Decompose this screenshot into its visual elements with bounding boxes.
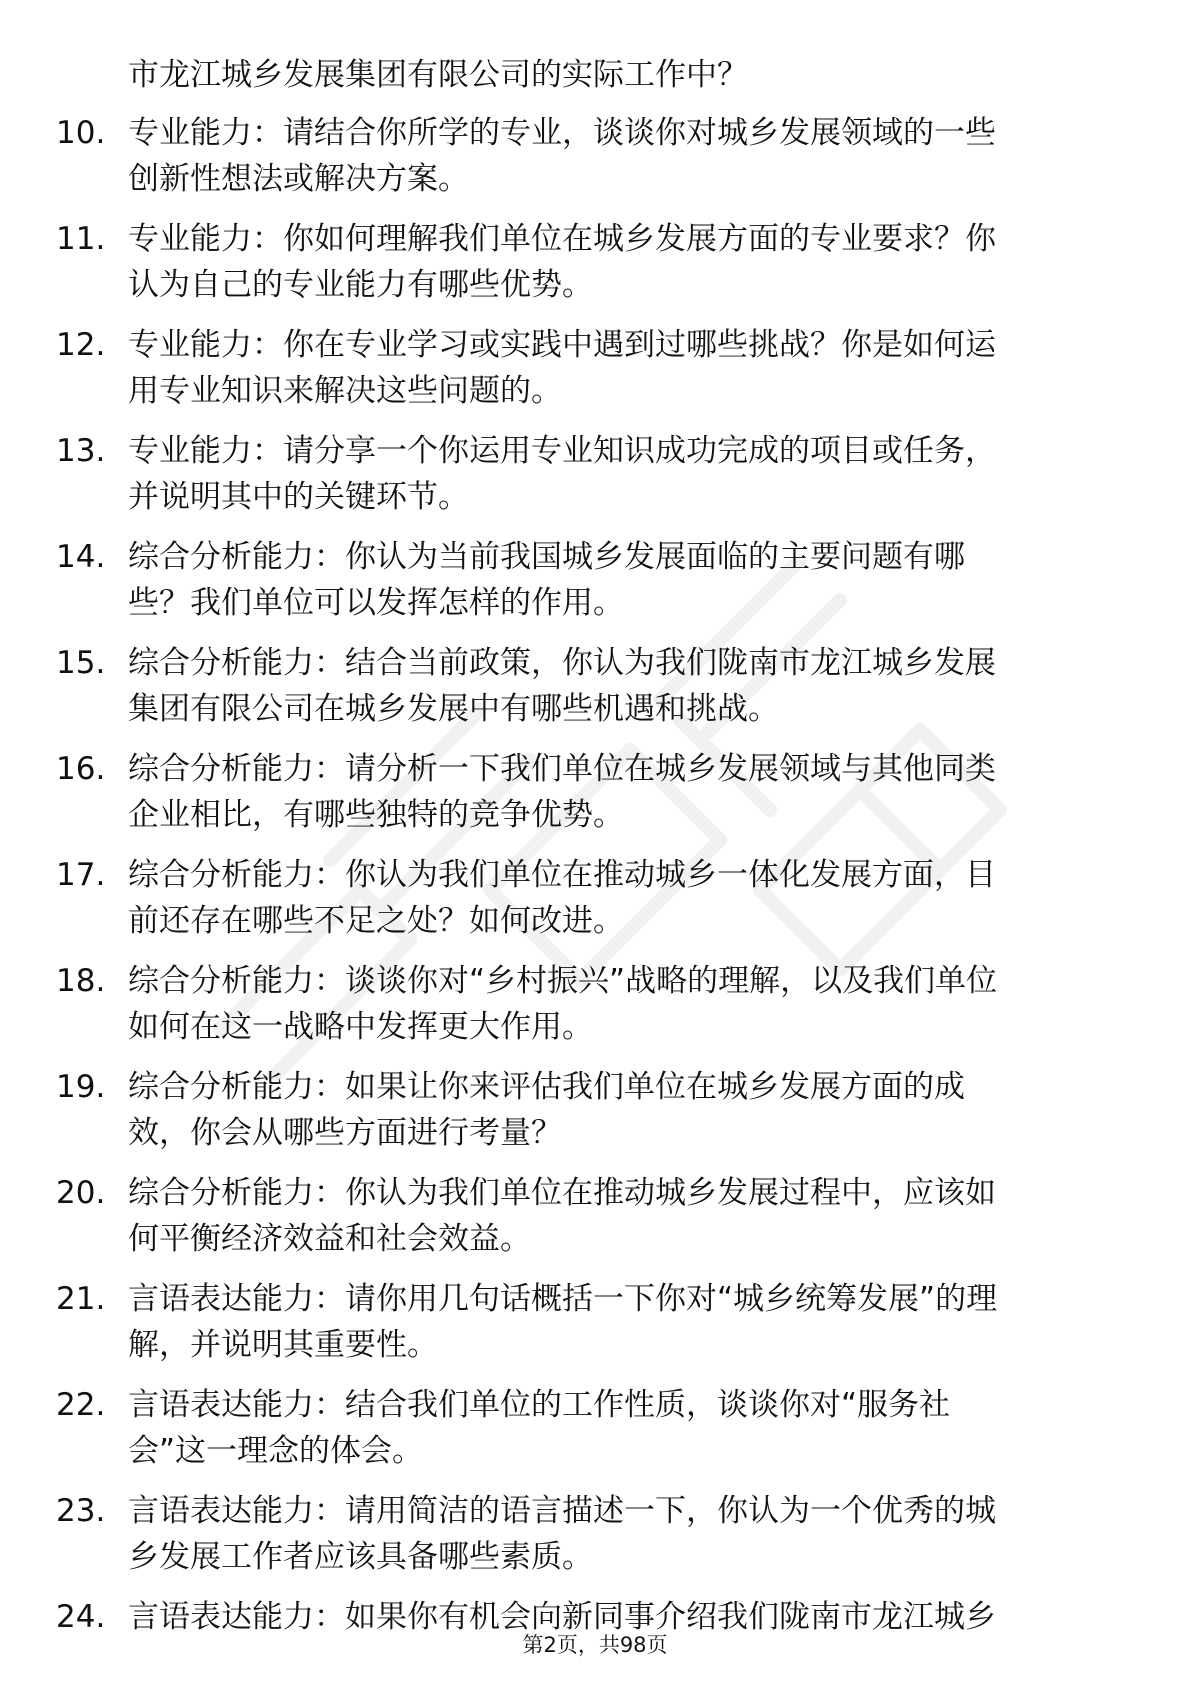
question-item [0, 852, 1190, 944]
question-text [128, 746, 1128, 838]
question-number: 22. [56, 1387, 106, 1423]
question-line: 企业相比，有哪些独特的竞争优势。 [128, 797, 624, 833]
question-item [0, 534, 1190, 626]
question-text [128, 428, 1128, 520]
question-line: 言语表达能力：如果你有机会向新同事介绍我们陇南市龙江城乡 [128, 1599, 996, 1635]
question-number: 21. [56, 1281, 106, 1317]
question-line: 言语表达能力：请你用几句话概括一下你对“城乡统筹发展”的理 [128, 1281, 998, 1317]
question-line: 综合分析能力：如果让你来评估我们单位在城乡发展方面的成 [128, 1069, 965, 1105]
question-line: 前还存在哪些不足之处？如何改进。 [128, 903, 624, 939]
question-number: 14. [56, 539, 106, 575]
question-number: 23. [56, 1493, 106, 1529]
question-item [0, 1064, 1190, 1156]
question-item [0, 640, 1190, 732]
question-line: 综合分析能力：你认为我们单位在推动城乡一体化发展方面，目 [128, 857, 996, 893]
question-line: 言语表达能力：结合我们单位的工作性质，谈谈你对“服务社 [128, 1387, 951, 1423]
question-list [0, 110, 1190, 1700]
question-line: 综合分析能力：谈谈你对“乡村振兴”战略的理解，以及我们单位 [128, 963, 998, 999]
question-text [128, 322, 1128, 414]
question-text [128, 640, 1128, 732]
question-line: 专业能力：你在专业学习或实践中遇到过哪些挑战？你是如何运 [128, 327, 996, 363]
page-number-footer: 第2页，共98页 [522, 1633, 668, 1657]
question-text [128, 958, 1128, 1050]
question-line: 解，并说明其重要性。 [128, 1327, 438, 1363]
question-item [0, 746, 1190, 838]
question-line: 集团有限公司在城乡发展中有哪些机遇和挑战。 [128, 691, 779, 727]
question-line: 乡发展工作者应该具备哪些素质。 [128, 1539, 593, 1575]
question-line: 专业能力：请分享一个你运用专业知识成功完成的项目或任务， [128, 433, 996, 469]
question-line: 言语表达能力：请用简洁的语言描述一下，你认为一个优秀的城 [128, 1493, 996, 1529]
question-text [128, 1170, 1128, 1262]
question-line: 综合分析能力：结合当前政策，你认为我们陇南市龙江城乡发展 [128, 645, 996, 681]
question-item [0, 1382, 1190, 1474]
question-line: 如何在这一战略中发挥更大作用。 [128, 1009, 593, 1045]
question-number: 17. [56, 857, 106, 893]
question-line: 并说明其中的关键环节。 [128, 479, 469, 515]
question-item [0, 1276, 1190, 1368]
question-number: 12. [56, 327, 106, 363]
question-number: 13. [56, 433, 106, 469]
question-number: 10. [56, 115, 106, 151]
question-text [128, 216, 1128, 308]
question-line: 认为自己的专业能力有哪些优势。 [128, 267, 593, 303]
question-text [128, 1382, 1128, 1474]
question-number: 11. [56, 221, 106, 257]
question-item [0, 428, 1190, 520]
question-line: 效，你会从哪些方面进行考量？ [128, 1115, 562, 1151]
question-line: 综合分析能力：你认为我们单位在推动城乡发展过程中，应该如 [128, 1175, 996, 1211]
question-line: 些？我们单位可以发挥怎样的作用。 [128, 585, 624, 621]
question-number: 15. [56, 645, 106, 681]
continued-question-text: 市龙江城乡发展集团有限公司的实际工作中？ [128, 57, 748, 93]
question-number: 16. [56, 751, 106, 787]
question-item [0, 1170, 1190, 1262]
question-item [0, 958, 1190, 1050]
question-text [128, 1488, 1128, 1580]
question-line: 综合分析能力：请分析一下我们单位在城乡发展领域与其他同类 [128, 751, 996, 787]
question-item [0, 1488, 1190, 1580]
question-number: 20. [56, 1175, 106, 1211]
question-line: 何平衡经济效益和社会效益。 [128, 1221, 531, 1257]
question-line: 创新性想法或解决方案。 [128, 161, 469, 197]
question-text [128, 534, 1128, 626]
question-number: 19. [56, 1069, 106, 1105]
question-line: 综合分析能力：你认为当前我国城乡发展面临的主要问题有哪 [128, 539, 965, 575]
question-line: 专业能力：请结合你所学的专业，谈谈你对城乡发展领域的一些 [128, 115, 996, 151]
question-line: 会”这一理念的体会。 [128, 1433, 424, 1469]
question-line: 专业能力：你如何理解我们单位在城乡发展方面的专业要求？你 [128, 221, 996, 257]
question-text [128, 1064, 1128, 1156]
question-text [128, 1276, 1128, 1368]
question-number: 18. [56, 963, 106, 999]
question-text [128, 852, 1128, 944]
question-item [0, 216, 1190, 308]
question-line: 用专业知识来解决这些问题的。 [128, 373, 562, 409]
question-text [128, 110, 1128, 202]
question-item [0, 322, 1190, 414]
question-number: 24. [56, 1599, 106, 1635]
question-item [0, 110, 1190, 202]
